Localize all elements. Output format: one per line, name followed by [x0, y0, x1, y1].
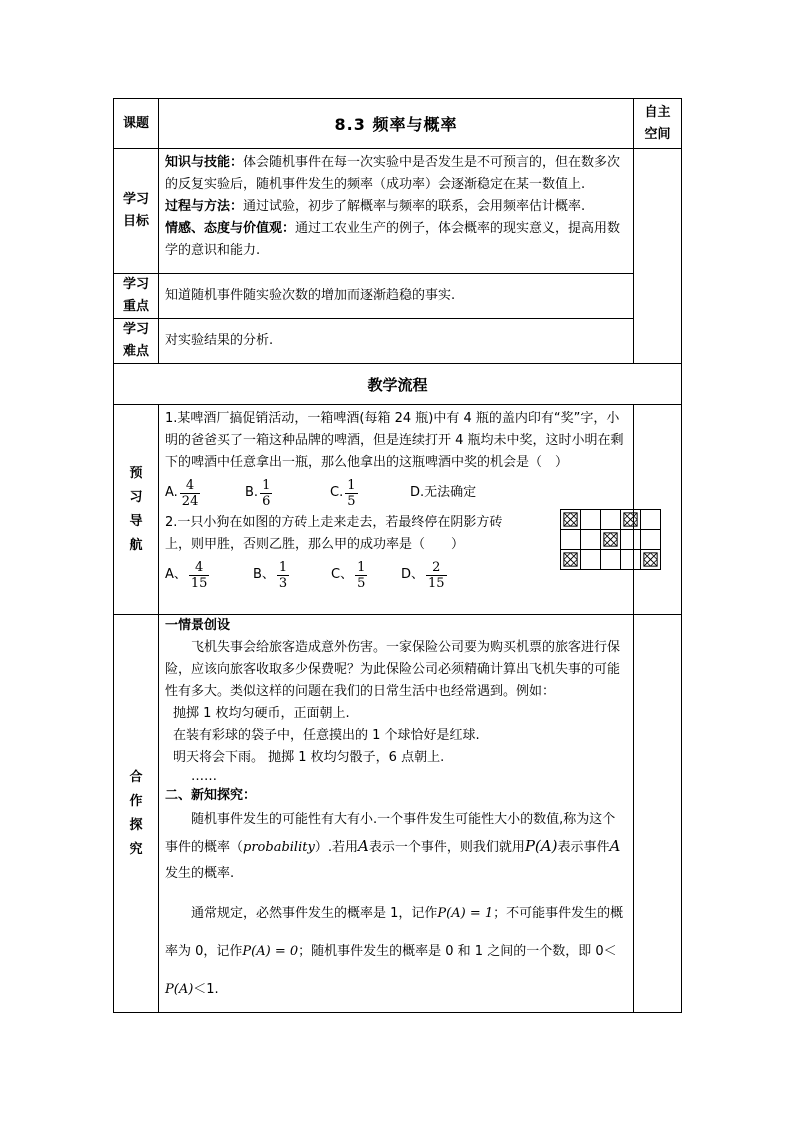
plain-tile: [600, 549, 621, 570]
option-letter: A、: [165, 567, 187, 582]
fraction-numerator: 2: [432, 559, 441, 575]
option-letter: D、: [401, 567, 425, 582]
probability-definition: [165, 807, 628, 887]
shaded-tile: [620, 509, 641, 530]
option-letter: B.: [245, 485, 259, 500]
fraction-denominator: 3: [278, 575, 288, 591]
option-letter: B、: [253, 567, 275, 582]
flow-title: [114, 364, 682, 405]
q2-option-c: [331, 560, 401, 591]
scenario-title-text: 一情景创设: [165, 618, 231, 633]
focus-label: [114, 274, 159, 319]
definition-text: 表示事件: [557, 840, 610, 855]
lesson-title-text: 8.3 频率与概率: [334, 115, 458, 134]
preview-content: [159, 405, 634, 615]
plain-tile: [560, 529, 581, 550]
q1-option-d: [410, 482, 476, 504]
self-space-label-2: 空间: [644, 126, 671, 142]
option-fraction: [260, 478, 272, 509]
plain-tile: [640, 529, 661, 550]
goals-label-1: 学习: [122, 192, 149, 207]
convention-text: 通常规定，必然事件发生的概率是 1，记作: [191, 906, 438, 921]
probability-term: probability: [243, 840, 315, 855]
knowledge-goal: [165, 152, 628, 196]
option-letter: A.: [165, 485, 178, 500]
example-ball: 在装有彩球的袋子中，任意摸出的 1 个球恰好是红球.: [173, 728, 480, 743]
preview-label-char: 航: [129, 537, 143, 553]
fraction-denominator: 15: [428, 575, 445, 591]
definition-text: 随机事件发生的可能性有大有小.一个事件发生可能性大小的数值,称为这个事件的概率（: [165, 812, 616, 855]
q1-option-c: [330, 478, 410, 509]
flow-title-text: 教学流程: [367, 375, 428, 394]
math-PA: P(A): [524, 837, 558, 855]
question-1-text: 1.某啤酒厂搞促销活动，一箱啤酒(每箱 24 瓶)中有 4 瓶的盖内印有“奖”字，小明的爸爸买了一箱这种品牌的啤酒，但是连续打开 4 瓶均未中奖，这时小明在剩下的啤酒中任意拿出一瓶，那么他拿出的这瓶啤酒中奖的机会是（ ）: [165, 411, 624, 470]
process-goal: [165, 196, 628, 218]
option-fraction: [180, 478, 201, 509]
focus-text: 知道随机事件随实验次数的增加而逐渐趋稳的事实.: [165, 288, 456, 303]
shaded-tile: [600, 529, 621, 550]
scenario-title: [165, 615, 628, 637]
fraction-denominator: 5: [357, 575, 366, 591]
convention-text: ＜1.: [193, 982, 219, 997]
fraction-denominator: 6: [262, 493, 271, 509]
cross-hatch-icon: [561, 510, 580, 529]
q2-option-d: [401, 560, 449, 591]
q2-option-b: [253, 560, 331, 591]
goals-label-2: 目标: [122, 214, 149, 229]
shaded-tile: [640, 549, 661, 570]
cross-hatch-icon: [601, 530, 620, 549]
fraction-denominator: 5: [347, 493, 356, 509]
cross-hatch-icon: [561, 550, 580, 569]
focus-content: [159, 274, 634, 319]
emotion-goal: [165, 218, 628, 262]
cross-hatch-icon: [621, 510, 640, 529]
scenario-paragraph: 飞机失事会给旅客造成意外伤害。一家保险公司要为购买机票的旅客进行保险，应该向旅客收取多少保费呢？为此保险公司必须精确计算出飞机失事的可能性有多大。类似这样的问题在我们的日常生活中也经常遇到。例如：: [165, 640, 621, 699]
question-2-text: 2.一只小狗在如图的方砖上走来走去，若最终停在阴影方砖上，则甲胜，否则乙胜，那么甲的成功率是（ ）: [165, 515, 503, 552]
coop-label: [114, 615, 159, 1013]
coop-label-char: 究: [129, 841, 143, 857]
cross-hatch-icon: [641, 550, 660, 569]
topic-label-text: 课题: [122, 115, 149, 131]
convention-text: ；不可能事件发生的概率为 0，记作: [165, 906, 624, 959]
difficulty-label-2: 难点: [122, 344, 149, 359]
fraction-numerator: 1: [357, 559, 366, 575]
option-fraction: [277, 560, 289, 591]
difficulty-content: [159, 319, 634, 364]
knowledge-goal-text: 体会随机事件在每一次实验中是否发生是不可预言的，但在数多次的反复实验后，随机事件发生的频率（成功率）会逐渐稳定在某一数值上.: [165, 155, 621, 192]
option-letter: C.: [330, 485, 344, 500]
question-1-options: [165, 474, 628, 512]
math-PA-equals-1: P(A) = 1: [437, 906, 494, 921]
fraction-numerator: 1: [278, 559, 288, 575]
definition-text: ）.若用: [314, 840, 358, 855]
q1-option-a: [165, 478, 245, 509]
fraction-denominator: 15: [190, 575, 208, 591]
difficulty-label-1: 学习: [122, 322, 149, 337]
difficulty-label: [114, 319, 159, 364]
question-2-options: [165, 556, 628, 594]
emotion-goal-title: 情感、态度与价值观：: [165, 221, 296, 236]
option-fraction: [355, 560, 367, 591]
fraction-denominator: 24: [181, 493, 199, 509]
emotion-goal-text: 通过工农业生产的例子，体会概率的现实意义，提高用数学的意识和能力.: [165, 221, 621, 258]
option-fraction: [189, 560, 210, 591]
example-rain-dice: 明天将会下雨。 抛掷 1 枚均匀骰子，6 点朝上.: [173, 750, 445, 765]
self-space-label-1: 自主: [644, 104, 671, 120]
math-A: A: [609, 837, 621, 855]
lesson-plan-table: [113, 98, 682, 1013]
preview-label: [114, 405, 159, 615]
self-space-coop: [634, 615, 682, 1013]
definition-text: 表示一个事件，则我们就用: [368, 840, 525, 855]
lesson-title: [159, 99, 634, 149]
plain-tile: [620, 529, 641, 550]
coop-label-char: 探: [129, 817, 143, 833]
focus-label-2: 重点: [122, 299, 149, 314]
tile-grid-figure: [560, 509, 665, 572]
self-space-column: [634, 149, 682, 364]
option-fraction: [345, 478, 357, 509]
example-ellipsis: ……: [191, 769, 217, 784]
shaded-tile: [560, 509, 581, 530]
shaded-tile: [560, 549, 581, 570]
fraction-numerator: 4: [185, 477, 195, 493]
example-coin: 抛掷 1 枚均匀硬币，正面朝上.: [173, 706, 350, 721]
fraction-numerator: 1: [262, 477, 271, 493]
q2-option-a: [165, 560, 253, 591]
self-space-label: [634, 99, 682, 149]
plain-tile: [580, 529, 601, 550]
option-fraction: [426, 560, 447, 591]
coop-label-char: 合: [129, 769, 143, 785]
process-goal-text: 通过试验，初步了解概率与频率的联系，会用频率估计概率.: [243, 199, 586, 214]
explore-title: [165, 785, 628, 807]
focus-label-1: 学习: [122, 277, 149, 292]
coop-label-char: 作: [129, 793, 143, 809]
fraction-numerator: 4: [195, 559, 204, 575]
probability-convention: [165, 895, 628, 1009]
option-letter: C、: [331, 567, 354, 582]
definition-text: 发生的概率.: [165, 866, 235, 881]
option-letter: D.无法确定: [410, 485, 477, 500]
coop-content: [159, 615, 634, 1013]
plain-tile: [600, 509, 621, 530]
math-PA-equals-0: P(A) = 0: [242, 944, 299, 959]
topic-label: [114, 99, 159, 149]
fraction-numerator: 1: [347, 477, 356, 493]
math-PA: P(A): [165, 982, 194, 997]
knowledge-goal-title: 知识与技能：: [165, 155, 244, 170]
difficulty-text: 对实验结果的分析.: [165, 333, 274, 348]
plain-tile: [640, 509, 661, 530]
convention-text: ；随机事件发生的概率是 0 和 1 之间的一个数，即 0＜: [298, 944, 617, 959]
process-goal-title: 过程与方法：: [165, 199, 244, 214]
plain-tile: [580, 509, 601, 530]
goals-content: [159, 149, 634, 274]
preview-label-char: 预: [129, 465, 143, 481]
preview-label-char: 导: [129, 513, 143, 529]
plain-tile: [580, 549, 601, 570]
preview-label-char: 习: [129, 489, 143, 505]
q1-option-b: [245, 478, 330, 509]
plain-tile: [620, 549, 641, 570]
math-A: A: [357, 837, 369, 855]
goals-label: [114, 149, 159, 274]
explore-title-text: 二、新知探究：: [165, 788, 257, 803]
